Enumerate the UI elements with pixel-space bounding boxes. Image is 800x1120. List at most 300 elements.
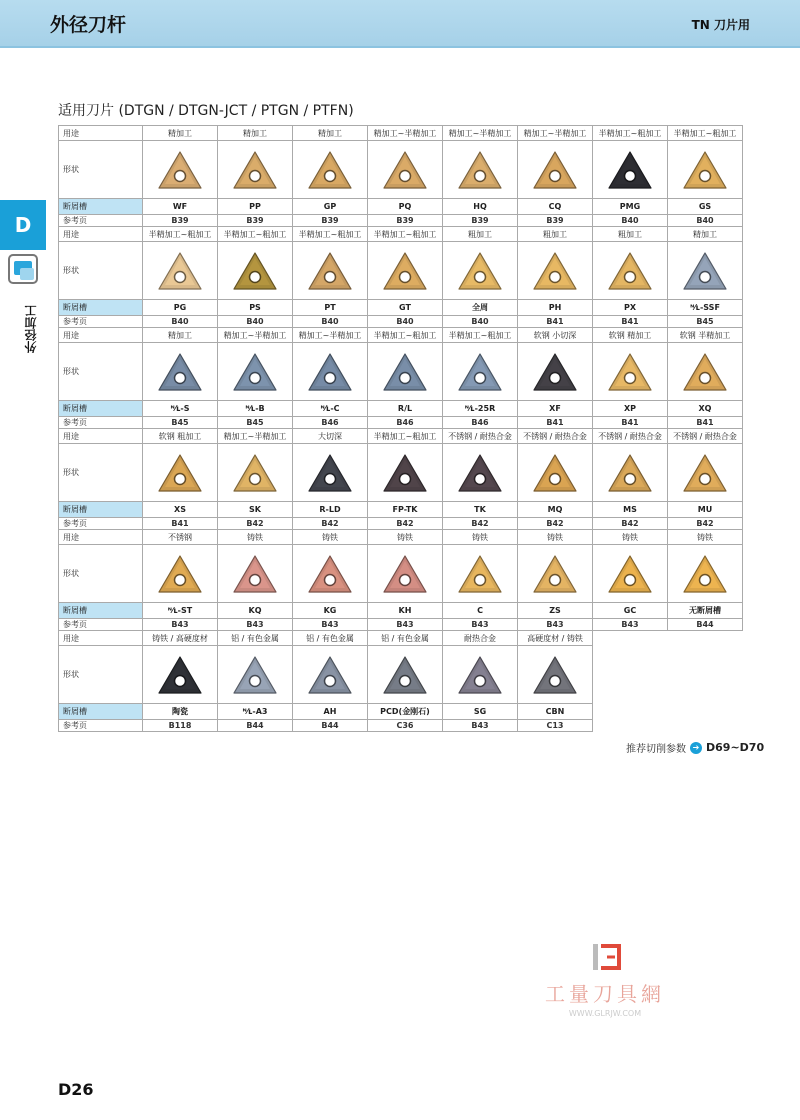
shape-cell bbox=[293, 646, 368, 704]
insert-image bbox=[157, 251, 203, 291]
use-cell: 铸铁 bbox=[293, 530, 368, 545]
ref-cell[interactable]: B40 bbox=[143, 316, 218, 328]
insert-image bbox=[607, 453, 653, 493]
use-cell: 精加工 bbox=[293, 126, 368, 141]
shape-cell bbox=[143, 545, 218, 603]
ref-cell[interactable]: B39 bbox=[218, 215, 293, 227]
use-cell: 铸铁 bbox=[443, 530, 518, 545]
insert-image bbox=[382, 150, 428, 190]
shape-row bbox=[59, 444, 743, 502]
chip-cell: WF bbox=[143, 199, 218, 215]
insert-image bbox=[682, 453, 728, 493]
use-cell: 半精加工~粗加工 bbox=[368, 429, 443, 444]
row-label: 形状 bbox=[59, 343, 143, 401]
insert-image bbox=[307, 655, 353, 695]
shape-cell bbox=[518, 646, 593, 704]
use-row bbox=[59, 631, 743, 646]
chip-cell: R-LD bbox=[293, 502, 368, 518]
chipbreaker-row bbox=[59, 199, 743, 215]
use-cell: 大切深 bbox=[293, 429, 368, 444]
shape-cell bbox=[218, 646, 293, 704]
shape-cell bbox=[668, 545, 743, 603]
chipbreaker-row bbox=[59, 502, 743, 518]
ref-cell[interactable]: B46 bbox=[368, 417, 443, 429]
shape-cell bbox=[518, 444, 593, 502]
use-cell: 铝 / 有色金属 bbox=[368, 631, 443, 646]
shape-cell bbox=[443, 444, 518, 502]
shape-cell bbox=[668, 444, 743, 502]
shape-cell bbox=[368, 646, 443, 704]
use-cell: 耐热合金 bbox=[443, 631, 518, 646]
shape-cell bbox=[368, 545, 443, 603]
use-cell: 精加工~半精加工 bbox=[443, 126, 518, 141]
row-label: 参考页 bbox=[59, 619, 143, 631]
use-cell: 铸铁 bbox=[218, 530, 293, 545]
shape-cell bbox=[518, 545, 593, 603]
use-cell: 精加工~半精加工 bbox=[218, 328, 293, 343]
shape-cell bbox=[368, 444, 443, 502]
ref-cell[interactable]: B42 bbox=[443, 518, 518, 530]
recommend-label: 推荐切削参数 bbox=[626, 744, 686, 755]
use-cell: 半精加工~粗加工 bbox=[593, 126, 668, 141]
row-label: 参考页 bbox=[59, 316, 143, 328]
insert-image bbox=[457, 655, 503, 695]
insert-image bbox=[532, 453, 578, 493]
chip-cell: ᴺ⁄ʟ-ST bbox=[143, 603, 218, 619]
reference-page-row bbox=[59, 720, 743, 732]
ref-cell[interactable]: B43 bbox=[593, 619, 668, 631]
chip-cell: XF bbox=[518, 401, 593, 417]
insert-image bbox=[232, 554, 278, 594]
row-label: 参考页 bbox=[59, 720, 143, 732]
insert-image bbox=[382, 453, 428, 493]
insert-image bbox=[157, 655, 203, 695]
shape-cell bbox=[593, 141, 668, 199]
shape-cell bbox=[218, 545, 293, 603]
insert-image bbox=[382, 554, 428, 594]
shape-row bbox=[59, 343, 743, 401]
use-cell: 精加工~半精加工 bbox=[293, 328, 368, 343]
arrow-right-icon: ➔ bbox=[690, 742, 702, 754]
insert-image bbox=[157, 352, 203, 392]
shape-cell bbox=[443, 646, 518, 704]
use-cell: 软钢 半精加工 bbox=[668, 328, 743, 343]
insert-table bbox=[58, 125, 743, 732]
ref-cell[interactable]: B40 bbox=[443, 316, 518, 328]
ref-cell[interactable]: B40 bbox=[293, 316, 368, 328]
ref-cell[interactable]: B43 bbox=[293, 619, 368, 631]
chip-cell: ᴺ⁄ʟ-C bbox=[293, 401, 368, 417]
insert-block bbox=[59, 328, 743, 429]
row-label: 断屑槽 bbox=[59, 603, 143, 619]
ref-cell[interactable]: B43 bbox=[518, 619, 593, 631]
ref-cell[interactable]: C13 bbox=[518, 720, 593, 732]
use-row bbox=[59, 429, 743, 444]
shape-cell bbox=[218, 242, 293, 300]
ref-cell[interactable]: B39 bbox=[368, 215, 443, 227]
insert-image bbox=[532, 554, 578, 594]
shape-cell bbox=[368, 343, 443, 401]
chapter-label: 外径加工 bbox=[24, 305, 38, 353]
shape-cell bbox=[668, 343, 743, 401]
chip-cell: PX bbox=[593, 300, 668, 316]
ref-cell[interactable]: B39 bbox=[443, 215, 518, 227]
row-label: 断屑槽 bbox=[59, 300, 143, 316]
use-cell: 半精加工~粗加工 bbox=[368, 227, 443, 242]
shape-cell bbox=[143, 343, 218, 401]
chip-cell: PS bbox=[218, 300, 293, 316]
use-cell: 不锈钢 / 耐热合金 bbox=[593, 429, 668, 444]
shape-row bbox=[59, 545, 743, 603]
chip-cell: GP bbox=[293, 199, 368, 215]
insert-block bbox=[59, 429, 743, 530]
ref-cell[interactable]: B46 bbox=[443, 417, 518, 429]
use-cell: 半精加工~粗加工 bbox=[668, 126, 743, 141]
shape-cell bbox=[143, 444, 218, 502]
chip-cell: ZS bbox=[518, 603, 593, 619]
use-row bbox=[59, 530, 743, 545]
page-header bbox=[0, 0, 800, 48]
use-cell: 半精加工~粗加工 bbox=[368, 328, 443, 343]
reference-page-row bbox=[59, 316, 743, 328]
shape-cell bbox=[668, 242, 743, 300]
shape-cell bbox=[143, 242, 218, 300]
watermark-text: 工量刀具網 bbox=[545, 982, 665, 1006]
insert-image bbox=[382, 655, 428, 695]
insert-block bbox=[59, 227, 743, 328]
insert-image bbox=[157, 554, 203, 594]
insert-image bbox=[607, 554, 653, 594]
insert-image bbox=[232, 251, 278, 291]
chip-cell: XS bbox=[143, 502, 218, 518]
chip-cell: MQ bbox=[518, 502, 593, 518]
chip-cell: PQ bbox=[368, 199, 443, 215]
shape-cell bbox=[518, 343, 593, 401]
insert-image bbox=[232, 150, 278, 190]
ref-cell[interactable]: B41 bbox=[593, 417, 668, 429]
ref-cell[interactable]: B41 bbox=[518, 417, 593, 429]
chip-cell: C bbox=[443, 603, 518, 619]
chip-cell: KH bbox=[368, 603, 443, 619]
shape-cell bbox=[443, 141, 518, 199]
chip-cell: FP-TK bbox=[368, 502, 443, 518]
ref-cell[interactable]: B43 bbox=[218, 619, 293, 631]
reference-page-row bbox=[59, 619, 743, 631]
insert-image bbox=[682, 150, 728, 190]
shape-cell bbox=[593, 444, 668, 502]
ref-cell[interactable]: B118 bbox=[143, 720, 218, 732]
use-row bbox=[59, 328, 743, 343]
chip-cell: GT bbox=[368, 300, 443, 316]
ref-cell[interactable]: B42 bbox=[218, 518, 293, 530]
chip-cell: GS bbox=[668, 199, 743, 215]
ref-cell[interactable]: B43 bbox=[443, 619, 518, 631]
shape-cell bbox=[293, 242, 368, 300]
chipbreaker-row bbox=[59, 401, 743, 417]
shape-cell bbox=[293, 141, 368, 199]
chip-cell: MU bbox=[668, 502, 743, 518]
section-title: 适用刀片 (DTGN / DTGN-JCT / PTGN / PTFN) bbox=[58, 103, 354, 119]
chip-cell: PP bbox=[218, 199, 293, 215]
use-cell: 半精加工~粗加工 bbox=[218, 227, 293, 242]
row-label: 形状 bbox=[59, 444, 143, 502]
chip-cell: KG bbox=[293, 603, 368, 619]
ref-cell[interactable]: B40 bbox=[593, 215, 668, 227]
ref-cell[interactable]: B41 bbox=[668, 417, 743, 429]
chip-cell: ᴺ⁄ʟ-A3 bbox=[218, 704, 293, 720]
chip-cell: KQ bbox=[218, 603, 293, 619]
shape-cell bbox=[443, 343, 518, 401]
use-cell: 铸铁 bbox=[518, 530, 593, 545]
ref-cell[interactable]: B43 bbox=[443, 720, 518, 732]
insert-image bbox=[682, 554, 728, 594]
ref-cell[interactable]: B42 bbox=[368, 518, 443, 530]
chip-cell: PCD(金刚石) bbox=[368, 704, 443, 720]
use-cell: 半精加工~粗加工 bbox=[293, 227, 368, 242]
use-cell: 精加工 bbox=[143, 328, 218, 343]
insert-image bbox=[457, 352, 503, 392]
ref-cell[interactable]: B45 bbox=[218, 417, 293, 429]
use-cell: 精加工~半精加工 bbox=[218, 429, 293, 444]
use-cell: 精加工 bbox=[143, 126, 218, 141]
row-label: 断屑槽 bbox=[59, 199, 143, 215]
shape-cell bbox=[143, 141, 218, 199]
chip-cell: PH bbox=[518, 300, 593, 316]
row-label: 形状 bbox=[59, 646, 143, 704]
shape-cell bbox=[593, 242, 668, 300]
row-label: 用途 bbox=[59, 328, 143, 343]
shape-cell bbox=[143, 646, 218, 704]
ref-cell[interactable]: B42 bbox=[593, 518, 668, 530]
shape-cell bbox=[293, 343, 368, 401]
row-label: 参考页 bbox=[59, 215, 143, 227]
use-cell: 精加工~半精加工 bbox=[368, 126, 443, 141]
insert-image bbox=[157, 150, 203, 190]
chip-cell: 无断屑槽 bbox=[668, 603, 743, 619]
insert-image bbox=[607, 352, 653, 392]
insert-image bbox=[532, 655, 578, 695]
reference-page-row bbox=[59, 215, 743, 227]
insert-image bbox=[457, 150, 503, 190]
ref-cell[interactable]: B42 bbox=[293, 518, 368, 530]
chip-cell: 陶瓷 bbox=[143, 704, 218, 720]
use-cell: 半精加工~粗加工 bbox=[143, 227, 218, 242]
chip-cell: 全周 bbox=[443, 300, 518, 316]
ref-cell[interactable]: C36 bbox=[368, 720, 443, 732]
reference-page-row bbox=[59, 518, 743, 530]
chip-cell: SG bbox=[443, 704, 518, 720]
use-cell: 精加工 bbox=[218, 126, 293, 141]
chip-cell: ᴺ⁄ʟ-SSF bbox=[668, 300, 743, 316]
use-cell: 铝 / 有色金属 bbox=[218, 631, 293, 646]
row-label: 断屑槽 bbox=[59, 502, 143, 518]
use-row bbox=[59, 126, 743, 141]
chip-cell: CQ bbox=[518, 199, 593, 215]
ref-cell[interactable]: B45 bbox=[668, 316, 743, 328]
chipbreaker-row bbox=[59, 603, 743, 619]
use-cell: 不锈钢 / 耐热合金 bbox=[518, 429, 593, 444]
ref-cell[interactable]: B40 bbox=[218, 316, 293, 328]
use-cell: 粗加工 bbox=[593, 227, 668, 242]
insert-image bbox=[232, 453, 278, 493]
chip-cell: TK bbox=[443, 502, 518, 518]
use-cell: 软钢 小切深 bbox=[518, 328, 593, 343]
page-number: D26 bbox=[58, 1080, 94, 1099]
insert-image bbox=[607, 150, 653, 190]
chip-cell: GC bbox=[593, 603, 668, 619]
insert-block bbox=[59, 126, 743, 227]
insert-image bbox=[232, 352, 278, 392]
chip-cell: AH bbox=[293, 704, 368, 720]
row-label: 参考页 bbox=[59, 518, 143, 530]
row-label: 用途 bbox=[59, 429, 143, 444]
chip-cell: XP bbox=[593, 401, 668, 417]
insert-image bbox=[307, 453, 353, 493]
insert-image bbox=[382, 352, 428, 392]
insert-image bbox=[307, 150, 353, 190]
ref-cell[interactable]: B42 bbox=[518, 518, 593, 530]
insert-image bbox=[307, 352, 353, 392]
shape-cell bbox=[293, 545, 368, 603]
insert-image bbox=[232, 655, 278, 695]
use-cell: 半精加工~粗加工 bbox=[443, 328, 518, 343]
use-cell: 软钢 精加工 bbox=[593, 328, 668, 343]
ref-cell[interactable]: B39 bbox=[293, 215, 368, 227]
insert-image bbox=[457, 453, 503, 493]
insert-image bbox=[532, 251, 578, 291]
recommend-link[interactable] bbox=[626, 740, 764, 755]
shape-cell bbox=[218, 141, 293, 199]
insert-block bbox=[59, 530, 743, 631]
row-label: 形状 bbox=[59, 545, 143, 603]
shape-cell bbox=[443, 545, 518, 603]
chip-cell: ᴺ⁄ʟ-B bbox=[218, 401, 293, 417]
shape-cell bbox=[593, 545, 668, 603]
ref-cell[interactable]: B40 bbox=[368, 316, 443, 328]
use-cell: 精加工 bbox=[668, 227, 743, 242]
shape-row bbox=[59, 242, 743, 300]
use-cell: 铸铁 bbox=[593, 530, 668, 545]
shape-cell bbox=[218, 444, 293, 502]
ref-cell[interactable]: B41 bbox=[593, 316, 668, 328]
use-cell: 不锈钢 / 耐热合金 bbox=[443, 429, 518, 444]
use-cell: 不锈钢 bbox=[143, 530, 218, 545]
insert-image bbox=[157, 453, 203, 493]
insert-image bbox=[532, 352, 578, 392]
chapter-tab[interactable]: D bbox=[0, 200, 46, 250]
chip-cell: PG bbox=[143, 300, 218, 316]
chip-cell: MS bbox=[593, 502, 668, 518]
ref-cell[interactable]: B43 bbox=[143, 619, 218, 631]
row-label: 用途 bbox=[59, 631, 143, 646]
use-cell: 高硬度材 / 铸铁 bbox=[518, 631, 593, 646]
chip-cell: R/L bbox=[368, 401, 443, 417]
chip-cell: XQ bbox=[668, 401, 743, 417]
chip-cell: CBN bbox=[518, 704, 593, 720]
insert-image bbox=[457, 251, 503, 291]
insert-image bbox=[307, 251, 353, 291]
use-cell: 精加工~半精加工 bbox=[518, 126, 593, 141]
insert-image bbox=[682, 352, 728, 392]
chip-cell: SK bbox=[218, 502, 293, 518]
ref-cell[interactable]: B43 bbox=[368, 619, 443, 631]
shape-cell bbox=[293, 444, 368, 502]
ref-cell[interactable]: B42 bbox=[668, 518, 743, 530]
row-label: 用途 bbox=[59, 530, 143, 545]
use-cell: 软钢 粗加工 bbox=[143, 429, 218, 444]
row-label: 断屑槽 bbox=[59, 401, 143, 417]
shape-cell bbox=[218, 343, 293, 401]
use-cell: 不锈钢 / 耐热合金 bbox=[668, 429, 743, 444]
ref-cell[interactable]: B44 bbox=[218, 720, 293, 732]
use-cell: 粗加工 bbox=[443, 227, 518, 242]
shape-cell bbox=[368, 242, 443, 300]
shape-cell bbox=[518, 141, 593, 199]
chip-cell: PMG bbox=[593, 199, 668, 215]
ref-cell[interactable]: B39 bbox=[518, 215, 593, 227]
header-category: TN 刀片用 bbox=[691, 18, 750, 32]
row-label: 参考页 bbox=[59, 417, 143, 429]
use-cell: 铸铁 bbox=[368, 530, 443, 545]
page-title: 外径刀杆 bbox=[50, 14, 127, 36]
ref-cell[interactable]: B41 bbox=[143, 518, 218, 530]
ref-cell[interactable]: B44 bbox=[293, 720, 368, 732]
use-row bbox=[59, 227, 743, 242]
insert-image bbox=[382, 251, 428, 291]
row-label: 用途 bbox=[59, 126, 143, 141]
ref-cell[interactable]: B40 bbox=[668, 215, 743, 227]
watermark-logo-icon bbox=[585, 942, 625, 972]
shape-row bbox=[59, 646, 743, 704]
chip-cell: HQ bbox=[443, 199, 518, 215]
watermark-url: WWW.GLRJW.COM bbox=[568, 1009, 642, 1018]
watermark bbox=[535, 942, 675, 1018]
use-cell: 铸铁 / 高硬度材 bbox=[143, 631, 218, 646]
use-cell: 铸铁 bbox=[668, 530, 743, 545]
row-label: 断屑槽 bbox=[59, 704, 143, 720]
chip-cell: ᴺ⁄ʟ-25R bbox=[443, 401, 518, 417]
shape-cell bbox=[593, 343, 668, 401]
chip-cell: PT bbox=[293, 300, 368, 316]
insert-block bbox=[59, 631, 743, 732]
row-label: 用途 bbox=[59, 227, 143, 242]
shape-cell bbox=[668, 141, 743, 199]
use-cell: 铝 / 有色金属 bbox=[293, 631, 368, 646]
shape-cell bbox=[518, 242, 593, 300]
chipbreaker-row bbox=[59, 704, 743, 720]
reference-page-row bbox=[59, 417, 743, 429]
insert-image bbox=[532, 150, 578, 190]
ref-cell[interactable]: B46 bbox=[293, 417, 368, 429]
chip-cell: ᴺ⁄ʟ-S bbox=[143, 401, 218, 417]
ref-cell[interactable]: B41 bbox=[518, 316, 593, 328]
row-label: 形状 bbox=[59, 141, 143, 199]
ref-cell[interactable]: B45 bbox=[143, 417, 218, 429]
row-label: 形状 bbox=[59, 242, 143, 300]
use-cell: 粗加工 bbox=[518, 227, 593, 242]
chipbreaker-row bbox=[59, 300, 743, 316]
insert-image bbox=[457, 554, 503, 594]
shape-cell bbox=[368, 141, 443, 199]
insert-image bbox=[307, 554, 353, 594]
shape-row bbox=[59, 141, 743, 199]
ref-cell[interactable]: B44 bbox=[668, 619, 743, 631]
ref-cell[interactable]: B39 bbox=[143, 215, 218, 227]
insert-image bbox=[682, 251, 728, 291]
shape-cell bbox=[443, 242, 518, 300]
recommend-pages: D69~D70 bbox=[706, 741, 765, 754]
insert-image bbox=[607, 251, 653, 291]
